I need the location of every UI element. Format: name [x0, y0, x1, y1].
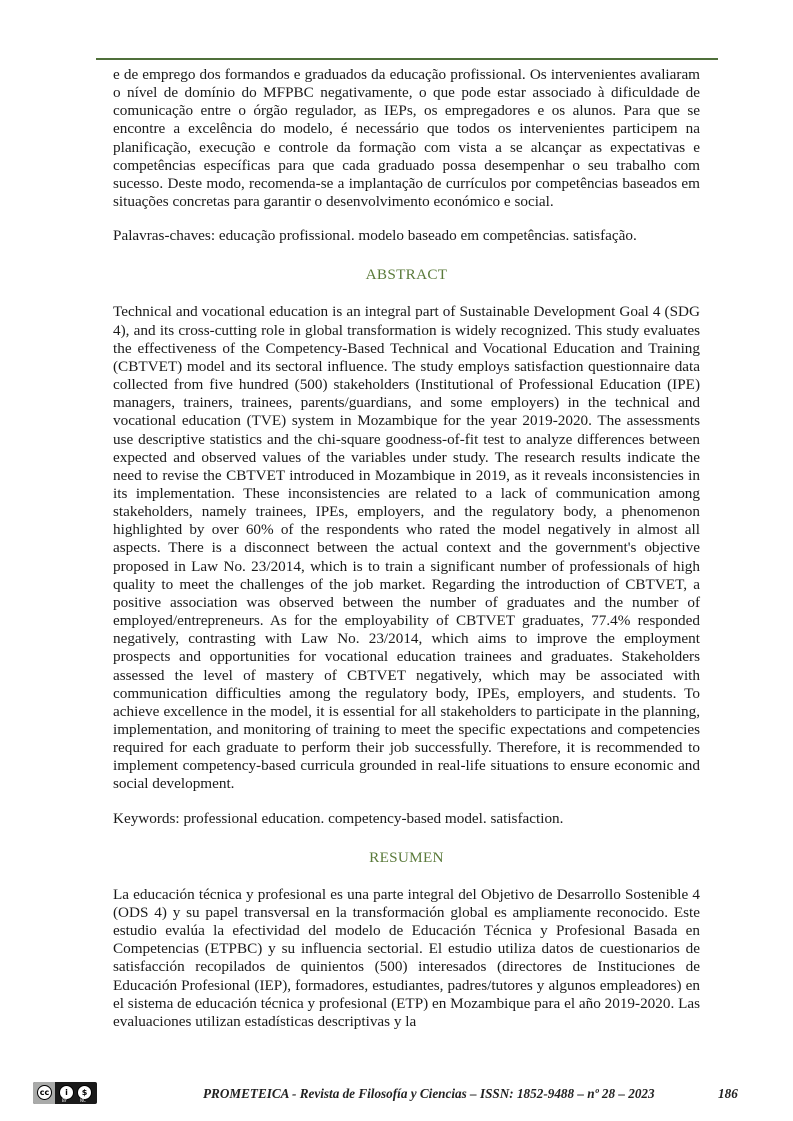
portuguese-keywords: Palavras-chaves: educação profissional. modelo baseado em competências. satisfação.: [113, 227, 637, 245]
page-content: [113, 66, 700, 1031]
abstract-keywords: Keywords: professional education. competency-based model. satisfaction.: [113, 809, 564, 827]
license-by-label: BY: [62, 1098, 67, 1103]
journal-citation: PROMETEICA - Revista de Filosofía y Ciencias – ISSN: 1852-9488 – nº 28 – 2023: [203, 1086, 655, 1101]
non-commercial-icon: $: [77, 1085, 92, 1100]
abstract-text: Technical and vocational education is an integral part of Sustainable Development Goal 4 (SDG 4), and its cross-cutting role in global transformation is widely recognized. This study evaluates the effectiveness of the Competency-Based Technical and Vocational Education and Training (CBTVET) model and its sectoral influence. The study employs satisfaction questionnaire data collected from five hundred (500) stakeholders (Institutional of Professional Education (IPE) managers, trainers, trainees, parents/guardians, and some employers) in the technical and vocational education (TVE) system in Mozambique for the year 2019-2020. The assessments use descriptive statistics and the chi-square goodness-of-fit test to analyze differences between expected and observed values of the variables under study. The research results indicate the need to revise the CBTVET introduced in Mozambique in 2019, as it reveals inconsistencies in its implementation. These inconsistencies are related to a lack of communication among stakeholders, namely trainees, IPEs, employers, and the regulatory body, a phenomenon highlighted by over 60% of the respondents who rated the model negatively in almost all aspects. There is a disconnect between the actual context and the government's objective proposed in Law No. 23/2014, which is to train a significant number of professionals of high quality to meet the challenges of the job market. Regarding the introduction of CBTVET, a positive association was observed between the number of graduates and the number of employed/entrepreneurs. As for the employability of CBTVET graduates, 77.4% responded negatively, contrasting with Law No. 23/2014, which aims to improve the employment prospects and opportunities for vocational education trainees and graduates. Stakeholders assessed the level of mastery of CBTVET negatively, which may be associated with communication difficulties among the regulatory body, IPEs, employers, and students. To achieve excellence in the model, it is essential for all stakeholders to participate in the planning, implementation, and monitoring of training to meet the specific expectations and competencies required for each graduate to perform their job successfully. Therefore, it is recommended to implement competency-based curricula grounded in real-life situations to ensure economic and social development.: [113, 303, 700, 793]
abstract-heading: ABSTRACT: [365, 266, 448, 284]
cc-by-nc-icon[interactable]: [33, 1082, 97, 1104]
resumen-heading: RESUMEN: [369, 848, 444, 866]
resumen-text: La educación técnica y profesional es una parte integral del Objetivo de Desarrollo Sostenible 4 (ODS 4) y su papel transversal en la transformación global es ampliamente reconocido. Este estudio evalúa la efectividad del modelo de Educación Técnica y Profesional Basada en Competencias (ETPBC) y su influencia sectorial. El estudio utiliza datos de cuestionarios de satisfacción recopilados de quinientos (500) interesados (directores de Instituciones de Educación Profesional (IEP), formadores, estudiantes, padres/tutores y algunos empleadores) en el sistema de educación técnica y profesional (ETP) en Mozambique para el año 2019-2020. Las evaluaciones utilizan estadísticas descriptivas y la: [113, 885, 700, 1030]
page-footer: [0, 1082, 793, 1112]
attribution-icon: i: [59, 1085, 74, 1100]
creative-commons-icon: cc: [37, 1085, 52, 1100]
license-nc-label: NC: [80, 1098, 86, 1103]
page-number: 186: [718, 1086, 738, 1101]
header-rule: [96, 58, 718, 60]
portuguese-abstract-continuation: e de emprego dos formandos e graduados da educação profissional. Os intervenientes avaliaram o nível de domínio do MFPBC negativamente, o que pode estar associado à dificuldade de comunicação entre o órgão regulador, as IEPs, os empregadores e os alunos. Para que se encontre a excelência do modelo, é necessário que todos os intervenientes participem na planificação, execução e controle da formação com vista a se alcançar as expectativas e competências específicas para que cada graduado possa desempenhar o seu trabalho com sucesso. Deste modo, recomenda-se a implantação de currículos por competências baseados em situações concretas para garantir o desenvolvimento económico e social.: [113, 66, 700, 211]
